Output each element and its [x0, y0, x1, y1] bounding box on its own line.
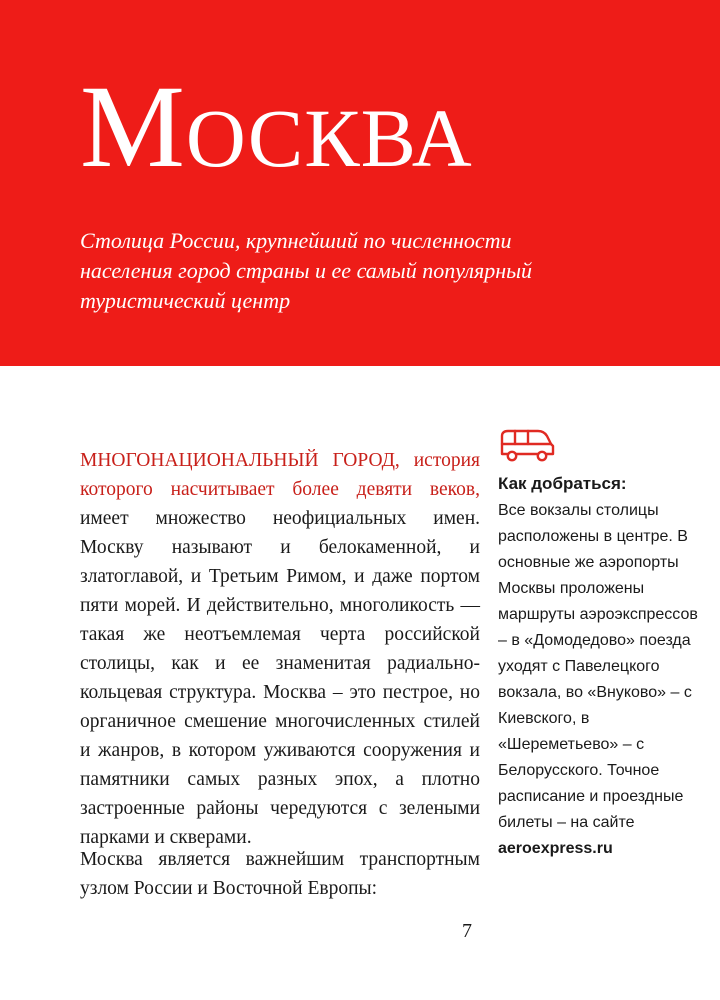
main-body-text: имеет множество неофициальных имен. Москву называют и белокаменной, и златоглавой, и Третьим Римом, и даже портом пяти морей. И действительно, многоликость — такая же неотъемлемая черта российской столицы, как и ее знаменитая радиально-кольцевая структура. Москва – это пестрое, но органичное смешение многочисленных стилей и жанров, в котором уживаются сооружения и памятники самых разных эпох, а плотно застроенные районы чередуются с зелеными парками и скверами. [80, 508, 480, 848]
page-title: Москва [80, 61, 473, 192]
aeroexpress-link[interactable]: aeroexpress.ru [498, 840, 613, 857]
second-paragraph: Москва является важнейшим транспортным узлом России и Восточной Европы: [80, 849, 480, 899]
page-subtitle: Столица России, крупнейший по численности населения город страны и ее самый популярный туристический центр [80, 228, 533, 313]
sidebar-body-text: Все вокзалы столицы расположены в центре. В основные же аэропорты Москвы проложены маршруты аэроэкспрессов – в «Домодедово» поезда уходят с Павелецкого вокзала, во «Внуково» – с Киевского, в «Шереметьево» – с Белорусского. Точное расписание и проездные билеты – на сайте [498, 502, 698, 831]
sidebar-body [498, 498, 708, 862]
lead-text: МНОГОНАЦИОНАЛЬНЫЙ ГОРОД, история которого насчитывает более девяти веков, [80, 450, 480, 500]
page-number: 7 [462, 920, 472, 942]
sidebar-heading: Как добраться: [498, 474, 627, 493]
main-paragraph [80, 446, 480, 852]
title-banner [0, 0, 720, 366]
bus-icon [498, 426, 556, 464]
sidebar-getting-there [498, 426, 708, 862]
